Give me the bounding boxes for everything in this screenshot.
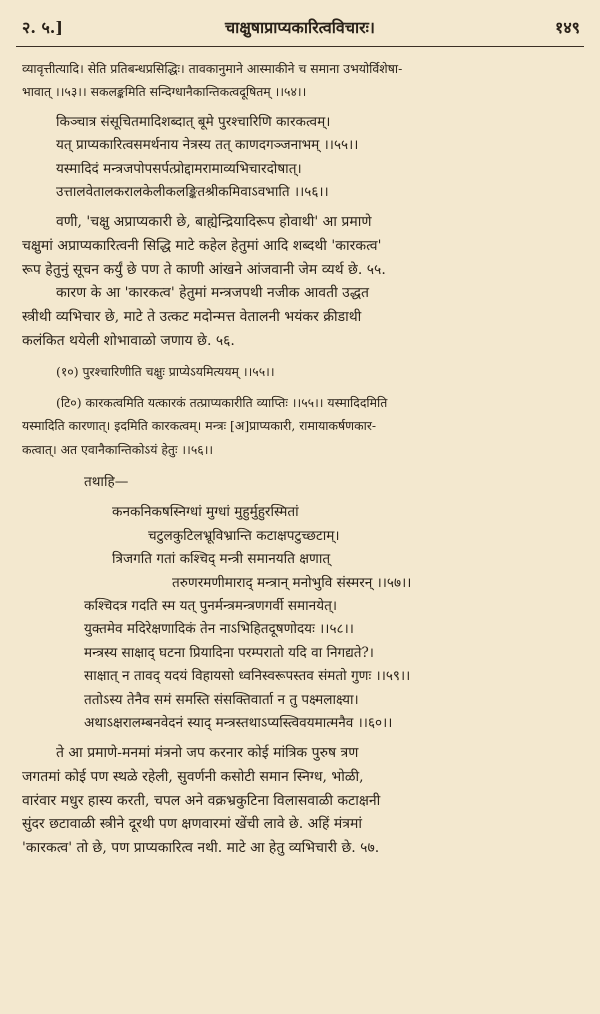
verse-line: कनकनिकषस्निग्धां मुग्धां मुहुर्मुहुरस्मितां <box>112 504 299 521</box>
footnote-line: (१०) पुरश्चारिणीति चक्षुः प्राप्येऽयमित्ययम् ।।५५।। <box>56 364 275 380</box>
footnote-line: कत्वात्। अत एवानैकान्तिकोऽयं हेतुः ।।५६।। <box>22 441 214 457</box>
translation-line: वणी, 'चक्षु अप्राप्यकारी छे, बाह्येन्द्रियादिरूप होवाथी' आ प्रमाणे <box>56 214 372 231</box>
section-number: २. ५.] <box>22 18 63 37</box>
verse-line: साक्षात् न तावद् यदयं विहायसो ध्वनिस्वरूपस्तव संमतो गुणः ।।५९।। <box>84 668 411 685</box>
verse-line: अथाऽक्षरालम्बनवेदनं स्याद् मन्त्रस्तथाऽप्यस्त्विवयमात्मनैव ।।६०।। <box>84 714 393 731</box>
verse-line: चटुलकुटिलभ्रूविभ्रान्ति कटाक्षपटुच्छटाम्। <box>148 527 340 544</box>
verse-line: युक्तमेव मदिरेक्षणादिकं तेन नाऽभिहितदूषणोदयः ।।५८।। <box>84 621 354 638</box>
translation-line: जगतमां कोई पण स्थळे रहेली, सुवर्णनी कसोटी समान स्निग्ध, भोळी, <box>22 769 364 786</box>
verse-intro: तथाहि— <box>84 474 129 491</box>
footnote-line: (टि०) कारकत्वमिति यत्कारकं तत्प्राप्यकारीति व्याप्तिः ।।५५।। यस्मादिदमिति <box>56 394 388 410</box>
verse-line: ततोऽस्य तेनैव समं समस्ति संसक्तिवार्ता न तु पक्ष्मलाक्ष्या। <box>84 691 359 708</box>
verse-line: किञ्चात्र संसूचितमादिशब्दात् बूमे पुरश्चारिणि कारकत्वम्। <box>56 113 331 130</box>
verse-line: कश्चिदत्र गदति स्म यत् पुनर्मन्त्रमन्त्रणगर्वी समानयेत्। <box>84 597 337 614</box>
commentary-line: व्यावृत्तीत्यादि। सेति प्रतिबन्धप्रसिद्धिः। तावकानुमाने आस्माकीने च समाना उभयोर्विशेषा- <box>22 61 403 76</box>
translation-line: कारण के आ 'कारकत्व' हेतुमां मन्त्रजपथी नजीक आवती उद्धत <box>56 285 369 302</box>
commentary-line: भावात् ।।५३।। सकलङ्कमिति सन्दिग्धानैकान्तिकत्वदूषितम् ।।५४।। <box>22 84 307 100</box>
translation-line: स्त्रीथी व्यभिचार छे, माटे ते उत्कट मदोन्मत्त वेतालनी भयंकर क्रीडाथी <box>22 309 362 326</box>
verse-line: मन्त्रस्य साक्षाद् घटना प्रियादिना परम्परातो यदि वा निगद्यते?। <box>84 644 374 661</box>
page-number: १४९ <box>555 18 580 37</box>
page-header <box>16 6 584 47</box>
verse-line: उत्तालवेतालकरालकेलीकलङ्कितश्रीकमिवाऽवभाति ।।५६।। <box>56 183 329 200</box>
verse-line: त्रिजगति गतां कश्चिद् मन्त्री समानयति क्षणात् <box>112 551 331 568</box>
translation-line: चक्षुमां अप्राप्यकारित्वनी सिद्धि माटे कहेल हेतुमां आदि शब्दथी 'कारकत्व' <box>22 238 382 255</box>
translation-line: सुंदर छटावाळी स्त्रीने दूरथी पण क्षणवारमां खेंची लावे छे. अहिं मंत्रमां <box>22 816 362 833</box>
page-body <box>16 57 584 861</box>
verse-line: यस्मादिदं मन्त्रजपोपसर्पत्प्रोद्दामरामाव्यभिचारदोषात्। <box>56 160 302 177</box>
verse-line: तरुणरमणीमाराद् मन्त्रान् मनोभुवि संस्मरन् ।।५७।। <box>172 574 412 591</box>
translation-line: ते आ प्रमाणे-मनमां मंत्रनो जप करनार कोई मांत्रिक पुरुष त्रण <box>56 745 359 762</box>
translation-line: वारंवार मधुर हास्य करती, चपल अने वक्रभ्रकुटिना विलासवाळी कटाक्षनी <box>22 792 381 809</box>
translation-line: 'कारकत्व' तो छे, पण प्राप्यकारित्व नथी. माटे आ हेतु व्यभिचारी छे. ५७. <box>22 840 380 857</box>
translation-line: रूप हेतुनुं सूचन कर्युं छे पण ते काणी आंखने आंजवानी जेम व्यर्थ छे. ५५. <box>22 261 386 278</box>
verse-line: यत् प्राप्यकारित्वसमर्थनाय नेत्रस्य तत् काणदगञ्जनाभम् ।।५५।। <box>56 137 359 154</box>
running-title: चाक्षुषाप्राप्यकारित्वविचारः। <box>225 18 375 37</box>
translation-line: कलंकित थयेली शोभावाळो जणाय छे. ५६. <box>22 332 235 349</box>
footnote-line: यस्मादिति कारणात्। इदमिति कारकत्वम्। मन्त्रः [अ]प्राप्यकारी, रामायाकर्षणकार- <box>22 418 377 434</box>
